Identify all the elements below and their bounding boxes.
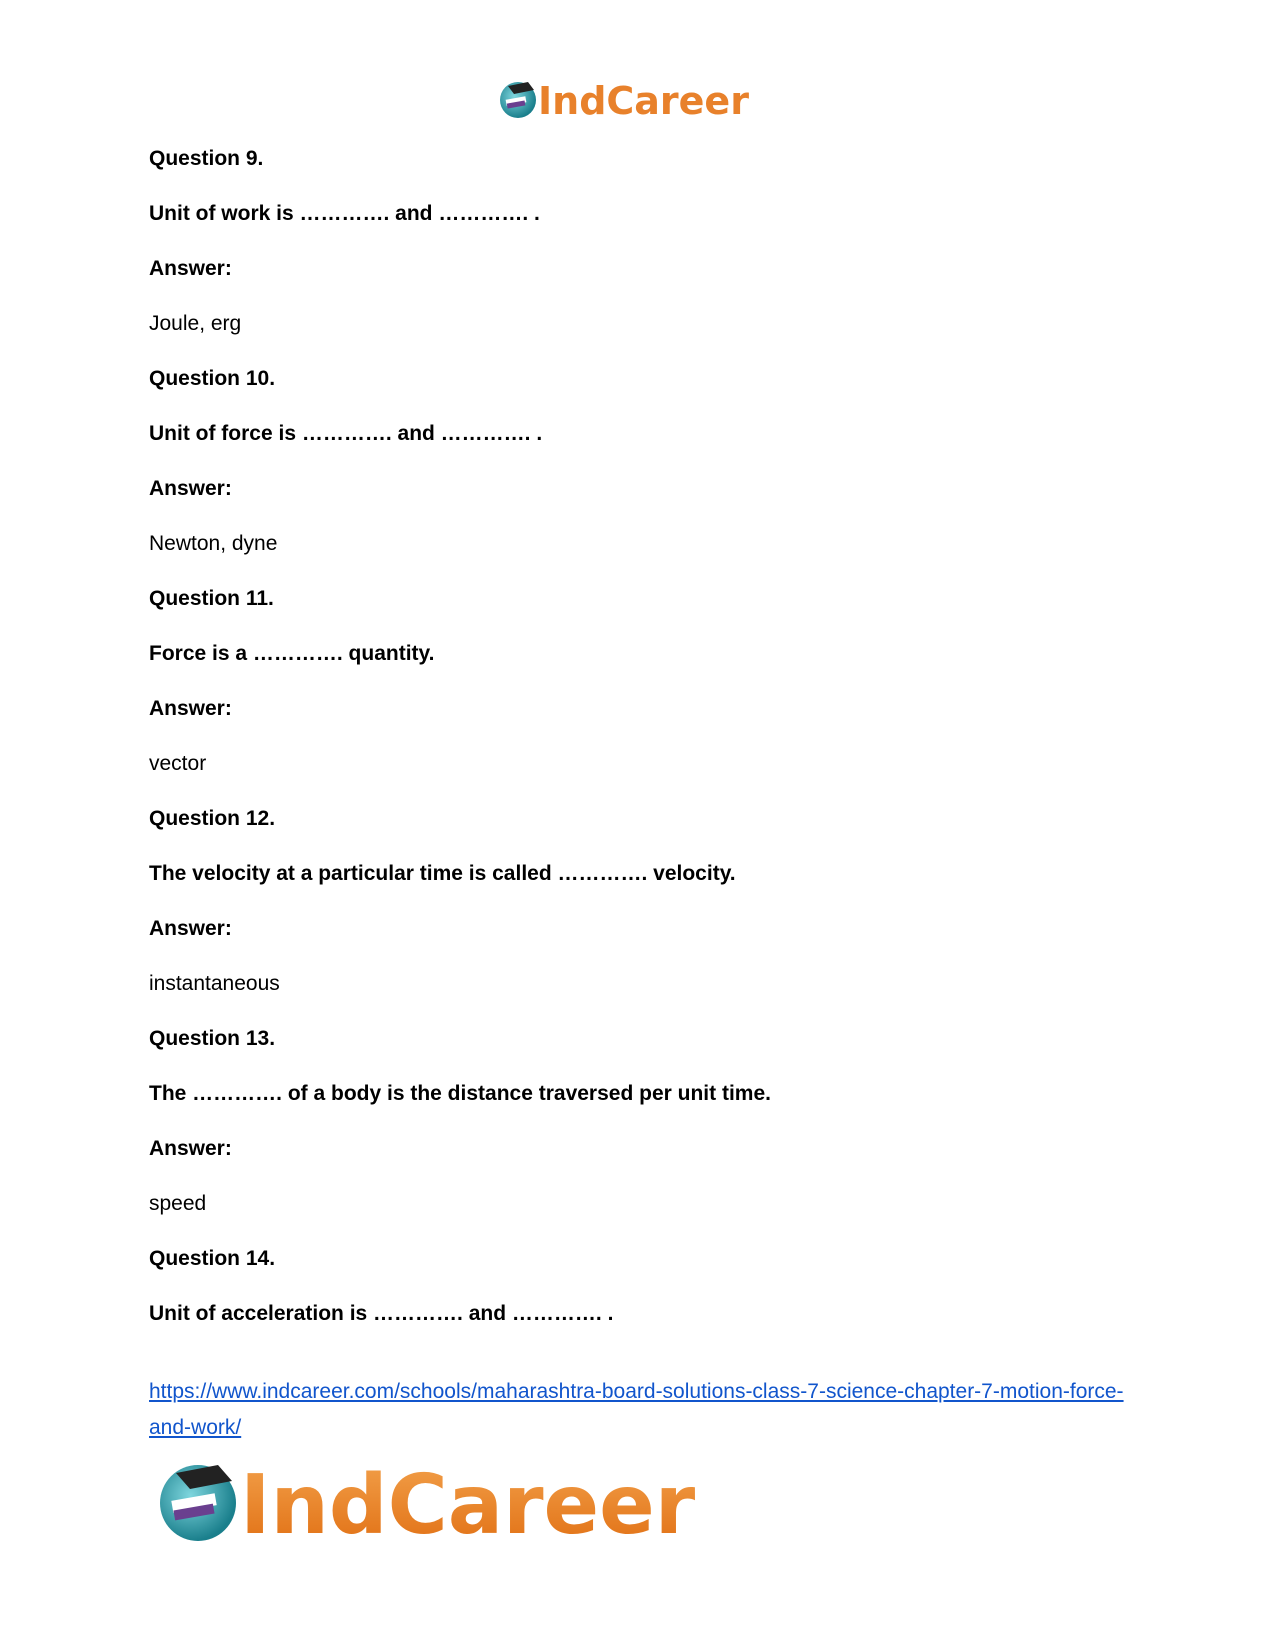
text-line-14: The velocity at a particular time is called …………. velocity. <box>149 862 736 885</box>
text-line-6: Unit of force is …………. and …………. . <box>149 422 543 445</box>
indcareer-logo-large-icon <box>158 1455 698 1553</box>
header-logo <box>498 78 763 128</box>
text-line-17: Question 13. <box>149 1027 276 1050</box>
text-line-7: Answer: <box>149 477 232 500</box>
text-line-2: Unit of work is …………. and …………. . <box>149 202 540 225</box>
text-line-10: Force is a …………. quantity. <box>149 642 435 665</box>
text-line-13: Question 12. <box>149 807 276 830</box>
text-line-20: speed <box>149 1192 207 1215</box>
text-line-16: instantaneous <box>149 972 280 995</box>
text-line-19: Answer: <box>149 1137 232 1160</box>
text-line-21: Question 14. <box>149 1247 276 1270</box>
footer-link[interactable]: https://www.indcareer.com/schools/maharashtra-board-solutions-class-7-science-chapter-7-motion-force-and-work/ <box>149 1380 1124 1439</box>
text-line-22: Unit of acceleration is …………. and …………. . <box>149 1302 614 1325</box>
text-line-15: Answer: <box>149 917 232 940</box>
text-line-18: The …………. of a body is the distance traversed per unit time. <box>149 1082 771 1105</box>
text-line-4: Joule, erg <box>149 312 242 335</box>
header-logo-text: IndCareer <box>538 79 749 123</box>
text-line-11: Answer: <box>149 697 232 720</box>
footer-logo <box>158 1455 698 1553</box>
indcareer-logo-icon <box>498 78 763 128</box>
footer-logo-text: IndCareer <box>240 1458 696 1553</box>
text-line-12: vector <box>149 752 207 775</box>
text-line-9: Question 11. <box>149 587 274 610</box>
text-line-1: Question 9. <box>149 147 264 170</box>
text-line-3: Answer: <box>149 257 232 280</box>
text-line-8: Newton, dyne <box>149 532 278 555</box>
document-body <box>149 146 1129 1356</box>
text-line-5: Question 10. <box>149 367 276 390</box>
